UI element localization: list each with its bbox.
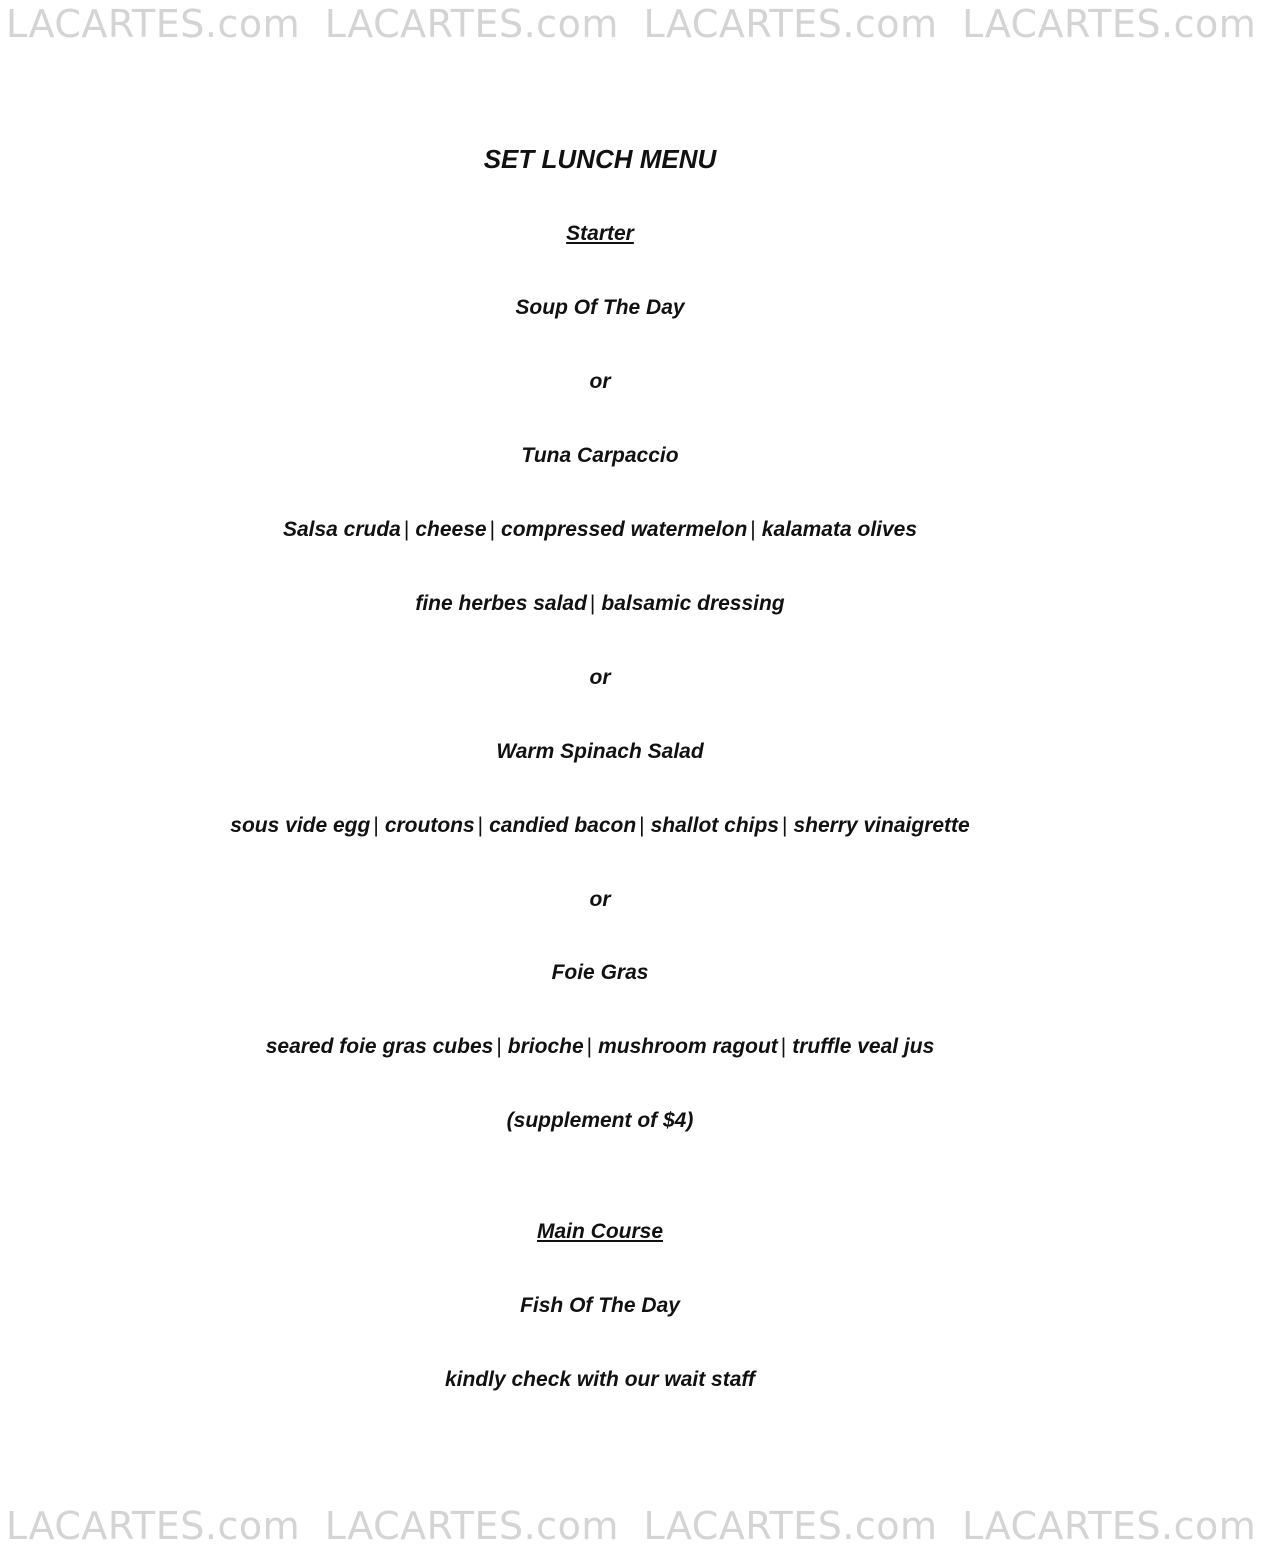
separator: |	[589, 592, 596, 615]
ingredient: cheese	[415, 518, 487, 541]
menu-title: SET LUNCH MENU	[483, 144, 717, 174]
tuna-ingredients-line-1	[0, 516, 1200, 544]
separator: |	[373, 814, 379, 837]
watermark-text: LACARTES.com	[643, 2, 938, 46]
foie-gras-supplement: (supplement of $4)	[506, 1109, 694, 1132]
ingredient: seared foie gras cubes	[265, 1035, 494, 1058]
ingredient: balsamic dressing	[601, 592, 785, 615]
ingredient: truffle veal jus	[792, 1035, 935, 1058]
watermark-text: LACARTES.com	[324, 1504, 619, 1548]
separator: |	[750, 518, 756, 541]
or-divider: or	[589, 666, 611, 689]
starter-heading: Starter	[566, 222, 634, 245]
watermark-bottom	[0, 1504, 1257, 1554]
foie-gras-ingredients-line-1	[0, 1033, 1200, 1061]
watermark-text: LACARTES.com	[324, 2, 619, 46]
fish-note: kindly check with our wait staff	[444, 1368, 756, 1391]
ingredient: shallot chips	[650, 814, 779, 837]
separator: |	[639, 814, 645, 837]
watermark-text: LACARTES.com	[6, 2, 301, 46]
ingredient: sherry vinaigrette	[793, 814, 970, 837]
ingredient: brioche	[507, 1035, 584, 1058]
ingredient: mushroom ragout	[598, 1035, 778, 1058]
tuna-carpaccio-name: Tuna Carpaccio	[521, 444, 679, 467]
fish-of-the-day: Fish Of The Day	[520, 1294, 680, 1317]
main-course-heading: Main Course	[536, 1220, 664, 1243]
ingredient: kalamata olives	[761, 518, 918, 541]
separator: |	[780, 1035, 787, 1058]
ingredient: fine herbes salad	[415, 592, 587, 615]
ingredient: Salsa cruda	[282, 518, 401, 541]
spinach-ingredients-line-1	[0, 812, 1200, 840]
ingredient: sous vide egg	[230, 814, 371, 837]
foie-gras-name: Foie Gras	[551, 961, 649, 984]
watermark-top	[0, 2, 1257, 52]
separator: |	[403, 518, 410, 541]
separator: |	[781, 814, 788, 837]
separator: |	[496, 1035, 502, 1058]
ingredient: compressed watermelon	[501, 518, 748, 541]
separator: |	[489, 518, 496, 541]
or-divider: or	[589, 888, 611, 911]
watermark-text: LACARTES.com	[6, 1504, 301, 1548]
watermark-text: LACARTES.com	[962, 2, 1257, 46]
warm-spinach-salad-name: Warm Spinach Salad	[496, 740, 704, 763]
soup-of-the-day: Soup Of The Day	[515, 296, 685, 319]
separator: |	[477, 814, 484, 837]
watermark-text: LACARTES.com	[962, 1504, 1257, 1548]
watermark-text: LACARTES.com	[643, 1504, 938, 1548]
tuna-ingredients-line-2	[0, 590, 1200, 618]
or-divider: or	[589, 370, 611, 393]
ingredient: croutons	[384, 814, 475, 837]
separator: |	[586, 1035, 593, 1058]
ingredient: candied bacon	[489, 814, 637, 837]
